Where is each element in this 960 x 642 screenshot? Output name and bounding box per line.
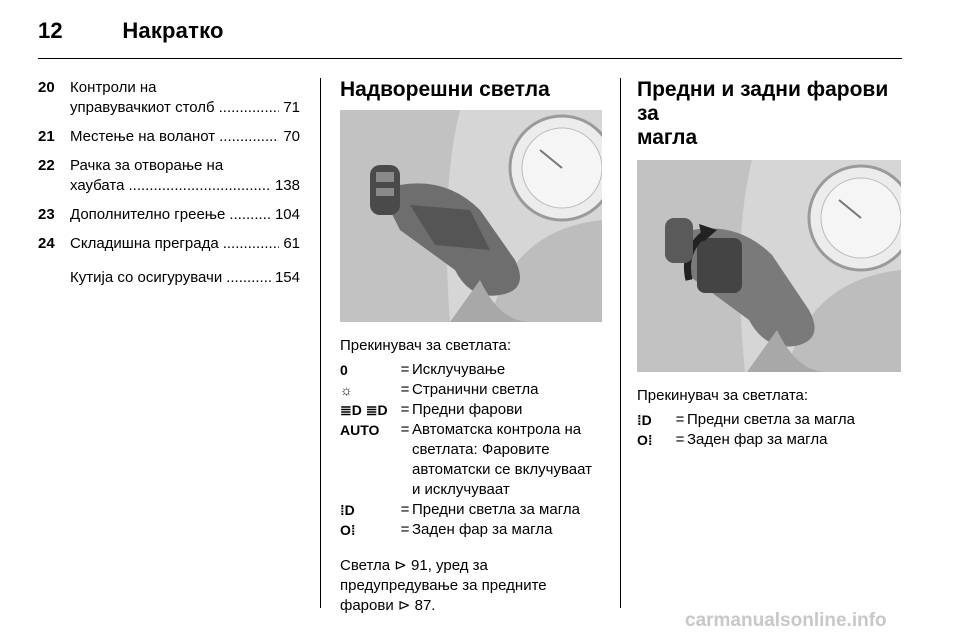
section-heading: Надворешни светла [340, 78, 550, 101]
legend-desc: Предни фарови [412, 401, 523, 418]
fog-lights-section [637, 78, 901, 450]
auto-symbol: AUTO [340, 422, 380, 438]
front-fog-symbol: ⁞D [340, 502, 355, 518]
cross-reference: Светла ⊳ 91, уред за предупредување за предните фарови ⊳ 87. [340, 557, 547, 614]
page-ref: 61 [283, 235, 300, 252]
legend-desc: Заден фар за магла [687, 431, 828, 448]
page-ref: 104 [274, 206, 300, 223]
page-header [38, 18, 224, 44]
section-heading: Предни и задни фарови за магла [637, 78, 889, 149]
front-fog-symbol: ⁞D [637, 412, 652, 428]
headlight-symbol: ≣D ≣D [340, 402, 388, 418]
legend-desc: Предни светла за магла [687, 411, 855, 428]
legend-desc: Предни светла за магла [412, 501, 580, 518]
section-title: Накратко [122, 18, 224, 43]
list-item [38, 205, 300, 225]
item-text: хаубата [70, 177, 125, 194]
item-text: Рачка за отворање на [70, 157, 224, 174]
symbol-legend: 0 = Исклучување ☼ = Странични светла ≣D ≣D = Предни фарови AUTO = Автоматска контрола на светлата: Фаровите автоматски се вклучуваат и исклучуваат ⁞D = Предни светла за магла O⁞ = Заден фар за магла [340, 360, 602, 540]
item-number: 22 [38, 157, 55, 174]
legend-desc: Автоматска контрола на светлата: Фаровите автоматски се вклучуваат и исклучуваат [412, 421, 592, 498]
fog-switch-illustration [637, 160, 901, 372]
legend-desc: Странични светла [412, 381, 539, 398]
legend-desc: Заден фар за магла [412, 521, 553, 538]
item-number: 21 [38, 128, 55, 145]
column-divider-2 [620, 78, 621, 608]
page-ref: 71 [283, 99, 300, 116]
item-text: управувачкиот столб [70, 99, 215, 116]
figure-caption: Прекинувач за светлата: [637, 387, 809, 404]
item-number: 20 [38, 79, 55, 96]
sidelight-symbol: ☼ [340, 382, 353, 398]
list-item [38, 78, 300, 118]
symbol-legend: ⁞D = Предни светла за магла O⁞ = Заден фар за магла [637, 410, 901, 450]
page-number: 12 [38, 18, 63, 43]
legend-desc: Исклучување [412, 361, 506, 378]
exterior-lights-section [340, 78, 602, 616]
list-item [38, 127, 300, 147]
list-item [38, 156, 300, 196]
item-text: Дополнително греење [70, 206, 226, 223]
watermark: carmanualsonline.info [685, 610, 887, 631]
column-divider-1 [320, 78, 321, 608]
figure-caption: Прекинувач за светлата: [340, 337, 512, 354]
page-ref: 154 [274, 269, 300, 286]
off-symbol: 0 [340, 362, 348, 378]
component-list [38, 78, 300, 297]
rear-fog-symbol: O⁞ [340, 522, 356, 538]
item-number: 24 [38, 235, 55, 252]
item-text: Кутија со осигурувачи [70, 269, 223, 286]
page-ref: 70 [283, 128, 300, 145]
item-text: Местење на воланот [70, 128, 216, 145]
page-ref: 138 [274, 177, 300, 194]
list-item [38, 234, 300, 254]
item-text: Контроли на [70, 79, 157, 96]
list-item [38, 268, 300, 288]
rear-fog-symbol: O⁞ [637, 432, 653, 448]
item-text: Складишна преграда [70, 235, 219, 252]
header-rule [38, 58, 902, 59]
light-switch-illustration [340, 110, 602, 322]
item-number: 23 [38, 206, 55, 223]
